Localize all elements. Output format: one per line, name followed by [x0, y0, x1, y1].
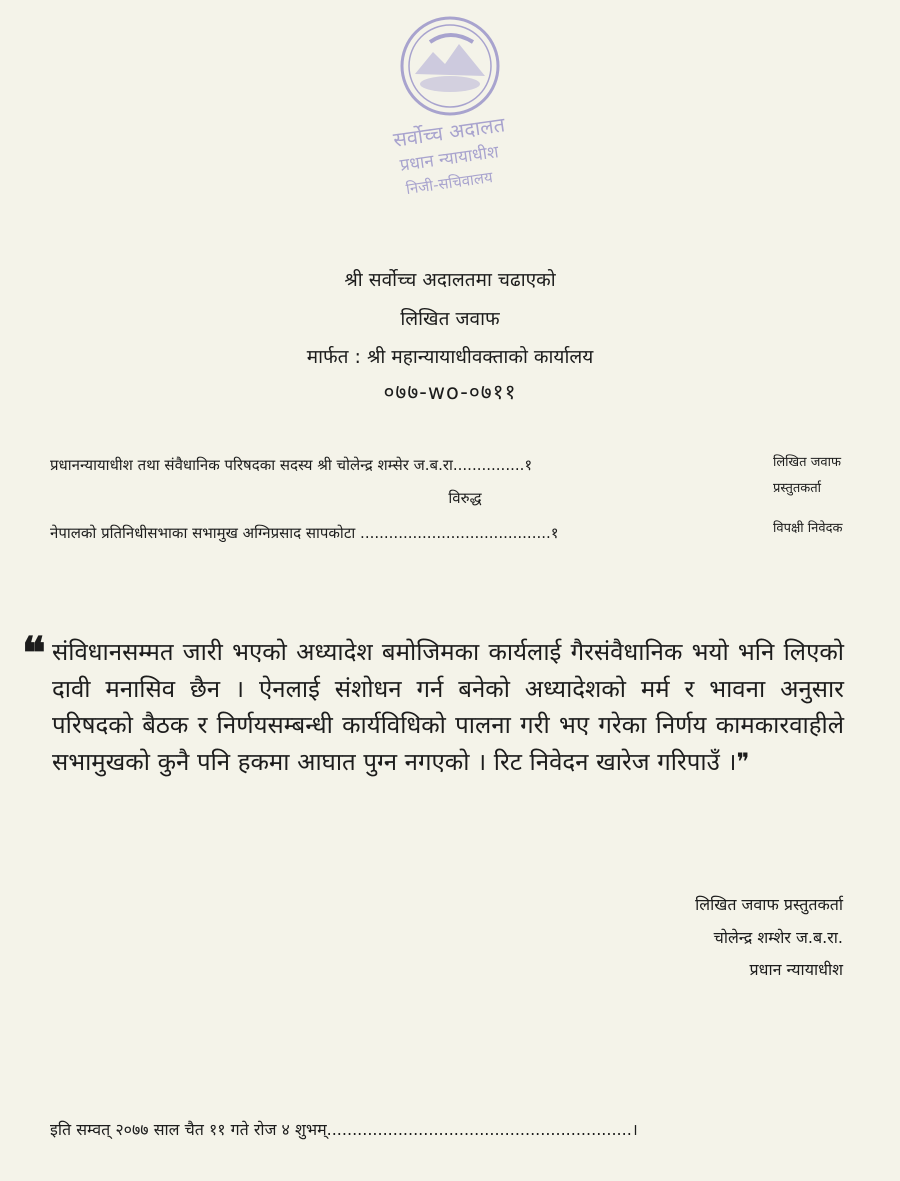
respondent-role: लिखित जवाफ प्रस्तुतकर्ता	[773, 455, 841, 496]
court-heading: श्री सर्वोच्च अदालतमा चढाएको	[344, 269, 556, 291]
respondent-party	[50, 455, 532, 475]
signature-position: प्रधान न्यायाधीश	[749, 960, 843, 979]
versus-label: विरुद्ध	[448, 489, 482, 507]
svg-text:निजी-सचिवालय: निजी-सचिवालय	[404, 168, 494, 194]
date-line: इति सम्वत् २०७७ साल चैत ११ गते रोज ४ शुभम्............................................................।	[50, 1120, 638, 1139]
official-seal-stamp	[355, 14, 545, 194]
petitioner-party	[50, 523, 559, 543]
signature-title: लिखित जवाफ प्रस्तुतकर्ता	[695, 895, 843, 914]
quote-paragraph: संविधानसम्मत जारी भएको अध्यादेश बमोजिमका कार्यलाई गैरसंवैधानिक भयो भनि लिएको दावी मनासिव छैन । ऐनलाई संशोधन गर्न बनेको अध्यादेशको मर्म र भावना अनुसार परिषदको बैठक र निर्णयसम्बन्धी कार्यविधिको पालना गरी भए गरेका निर्णय कामकारवाहीले सभामुखको कुनै पनि हकमा आघात पुग्न नगएको । रिट निवेदन खारेज गरिपाउँ ।❞	[52, 638, 844, 776]
respondent-dots: ...............१	[452, 456, 533, 474]
petitioner-dots: ........................................१	[360, 524, 559, 542]
svg-text:प्रधान न्यायाधीश: प्रधान न्यायाधीश	[398, 142, 500, 176]
respondent-name: प्रधानन्यायाधीश तथा संवैधानिक परिषदका सदस्य श्री चोलेन्द्र शम्सेर ज.ब.रा	[50, 456, 453, 474]
svg-text:सर्वोच्च अदालत: सर्वोच्च अदालत	[391, 112, 507, 152]
case-number: ०७७-wo-०७११	[383, 380, 517, 404]
signature-name: चोलेन्द्र शम्शेर ज.ब.रा.	[713, 928, 843, 947]
document-title: लिखित जवाफ	[400, 308, 500, 330]
via-office-line: मार्फत : श्री महान्यायाधीवक्ताको कार्यालय	[306, 346, 594, 368]
petitioner-name: नेपालको प्रतिनिधीसभाका सभामुख अग्निप्रसाद सापकोटा	[50, 524, 356, 542]
open-quote-mark: ❝	[22, 628, 46, 679]
petitioner-role: विपक्षी निवेदक	[773, 521, 843, 536]
